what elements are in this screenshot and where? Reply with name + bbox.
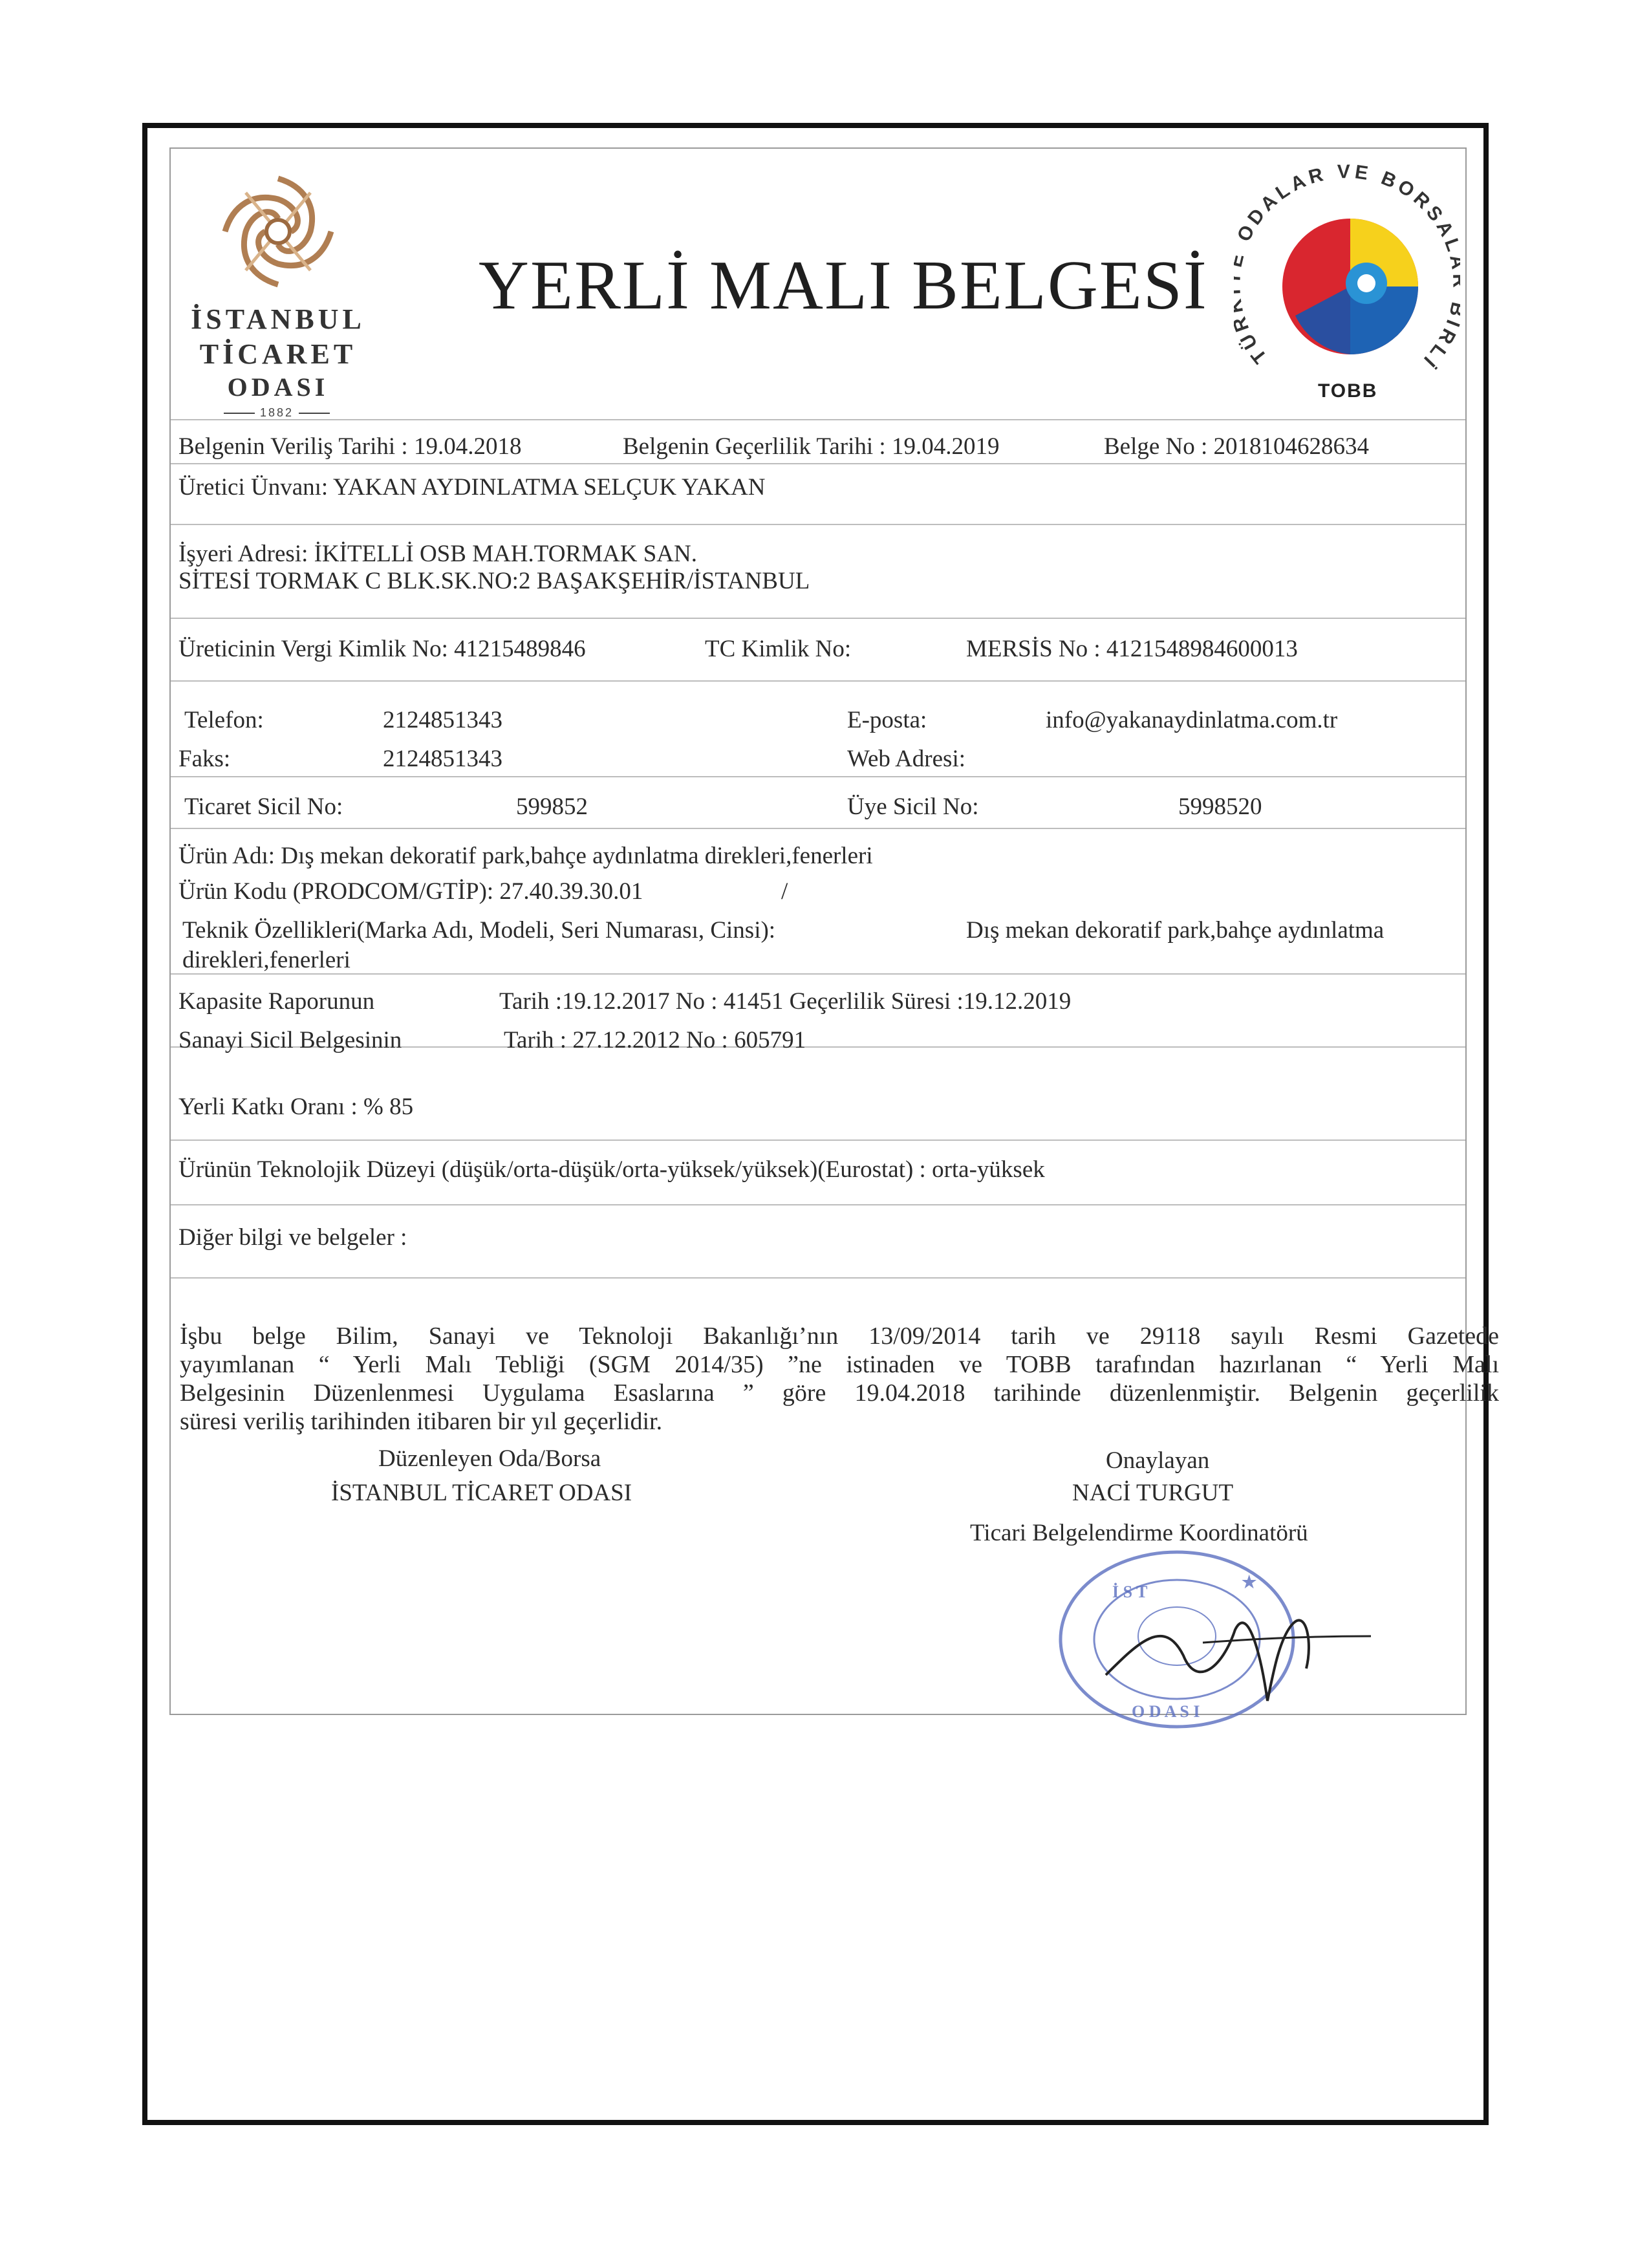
divider — [171, 776, 1465, 777]
trade-registry-value: 599852 — [516, 794, 588, 820]
other-info-label: Diğer bilgi ve belgeler : — [178, 1224, 407, 1251]
statement-line: Belgesinin Düzenlenmesi Uygulama Esaslarına ” göre 19.04.2018 tarihinde düzenlenmiştir. Belgenin geçerlilik — [180, 1379, 1499, 1407]
divider — [171, 973, 1465, 975]
tax-id: Üreticinin Vergi Kimlik No: 41215489846 — [178, 636, 586, 662]
svg-text:★: ★ — [1242, 1573, 1257, 1592]
divider — [171, 1204, 1465, 1205]
divider — [171, 1139, 1465, 1141]
ito-logo-line3: ODASI — [227, 373, 329, 402]
tc-id-label: TC Kimlik No: — [705, 636, 852, 662]
svg-text:TÜRKİYE ODALAR VE BORSALAR BİR: TÜ ODALAR VE BORSA RLİ — [1234, 161, 1460, 374]
statement-paragraph — [180, 1322, 1499, 1436]
approver-title: Ticari Belgelendirme Koordinatörü — [970, 1520, 1308, 1546]
divider — [171, 828, 1465, 829]
tobb-acronym: TOBB — [1318, 380, 1378, 402]
statement-line: süresi veriliş tarihinden itibaren bir yıl geçerlidir. — [180, 1408, 663, 1435]
product-code-separator: / — [781, 878, 788, 905]
technical-specs-continued: direkleri,fenerleri — [182, 947, 350, 973]
ito-logo-year: 1882 — [212, 406, 341, 420]
issue-date: Belgenin Veriliş Tarihi : 19.04.2018 — [178, 433, 522, 460]
page-title: YERLİ MALI BELGESİ — [479, 247, 1208, 324]
address-line-1: İşyeri Adresi: İKİTELLİ OSB MAH.TORMAK SAN. — [178, 541, 697, 567]
member-registry-value: 5998520 — [1178, 794, 1262, 820]
document-number: Belge No : 2018104628634 — [1104, 433, 1370, 460]
signature — [1067, 1539, 1390, 1733]
member-registry-label: Üye Sicil No: — [847, 794, 979, 820]
svg-text:İ S T: İ S T — [1112, 1582, 1148, 1601]
svg-text:O D A S I: O D A S I — [1132, 1702, 1200, 1721]
fax-value: 2124851343 — [383, 746, 502, 772]
divider — [171, 524, 1465, 525]
industry-registry-detail: Tarih : 27.12.2012 No : 605791 — [504, 1027, 806, 1053]
divider — [171, 419, 1465, 420]
divider — [171, 680, 1465, 682]
web-label: Web Adresi: — [847, 746, 966, 772]
ito-logo-line2: TİCARET — [199, 338, 357, 370]
approver-name: NACİ TURGUT — [1072, 1480, 1234, 1506]
issuer-label: Düzenleyen Oda/Borsa — [378, 1445, 601, 1472]
technical-specs-label: Teknik Özellikleri(Marka Adı, Modeli, Seri Numarası, Cinsi): — [182, 917, 776, 944]
divider — [171, 618, 1465, 619]
approver-label: Onaylayan — [1106, 1447, 1210, 1474]
product-name: Ürün Adı: Dış mekan dekoratif park,bahçe aydınlatma direkleri,fenerleri — [178, 843, 873, 869]
validity-date: Belgenin Geçerlilik Tarihi : 19.04.2019 — [623, 433, 1000, 460]
ito-logo-line1: İSTANBUL — [191, 303, 365, 335]
producer-name: Üretici Ünvanı: YAKAN AYDINLATMA SELÇUK YAKAN — [178, 474, 766, 501]
divider — [171, 1277, 1465, 1279]
product-code: Ürün Kodu (PRODCOM/GTİP): 27.40.39.30.01 — [178, 878, 643, 905]
email-value: info@yakanaydinlatma.com.tr — [1046, 707, 1338, 733]
tobb-logo-icon — [1234, 154, 1460, 419]
capacity-report-detail: Tarih :19.12.2017 No : 41451 Geçerlilik Süresi :19.12.2019 — [499, 988, 1072, 1015]
local-content-rate: Yerli Katkı Oranı : % 85 — [178, 1094, 414, 1120]
statement-line: yayımlanan “ Yerli Malı Tebliği (SGM 2014/35) ”ne istinaden ve TOBB tarafından hazırlanan “ Yerli Malı — [180, 1351, 1499, 1378]
issuer-name: İSTANBUL TİCARET ODASI — [331, 1480, 632, 1506]
phone-label: Telefon: — [184, 707, 264, 733]
divider — [171, 463, 1465, 464]
ito-emblem-icon — [207, 167, 349, 296]
statement-line: İşbu belge Bilim, Sanayi ve Teknoloji Bakanlığı’nın 13/09/2014 tarih ve 29118 sayılı Resmi Gazetede — [180, 1323, 1499, 1350]
address-line-2: SİTESİ TORMAK C BLK.SK.NO:2 BAŞAKŞEHİR/İSTANBUL — [178, 568, 810, 594]
phone-value: 2124851343 — [383, 707, 502, 733]
fax-label: Faks: — [178, 746, 231, 772]
email-label: E-posta: — [847, 707, 927, 733]
mersis-number: MERSİS No : 4121548984600013 — [966, 636, 1298, 662]
capacity-report-label: Kapasite Raporunun — [178, 988, 375, 1015]
trade-registry-label: Ticaret Sicil No: — [184, 794, 343, 820]
technical-specs-value: Dış mekan dekoratif park,bahçe aydınlatma — [966, 917, 1385, 944]
industry-registry-label: Sanayi Sicil Belgesinin — [178, 1027, 402, 1053]
technology-level: Ürünün Teknolojik Düzeyi (düşük/orta-düşük/orta-yüksek/yüksek)(Eurostat) : orta-yüksek — [178, 1156, 1045, 1183]
